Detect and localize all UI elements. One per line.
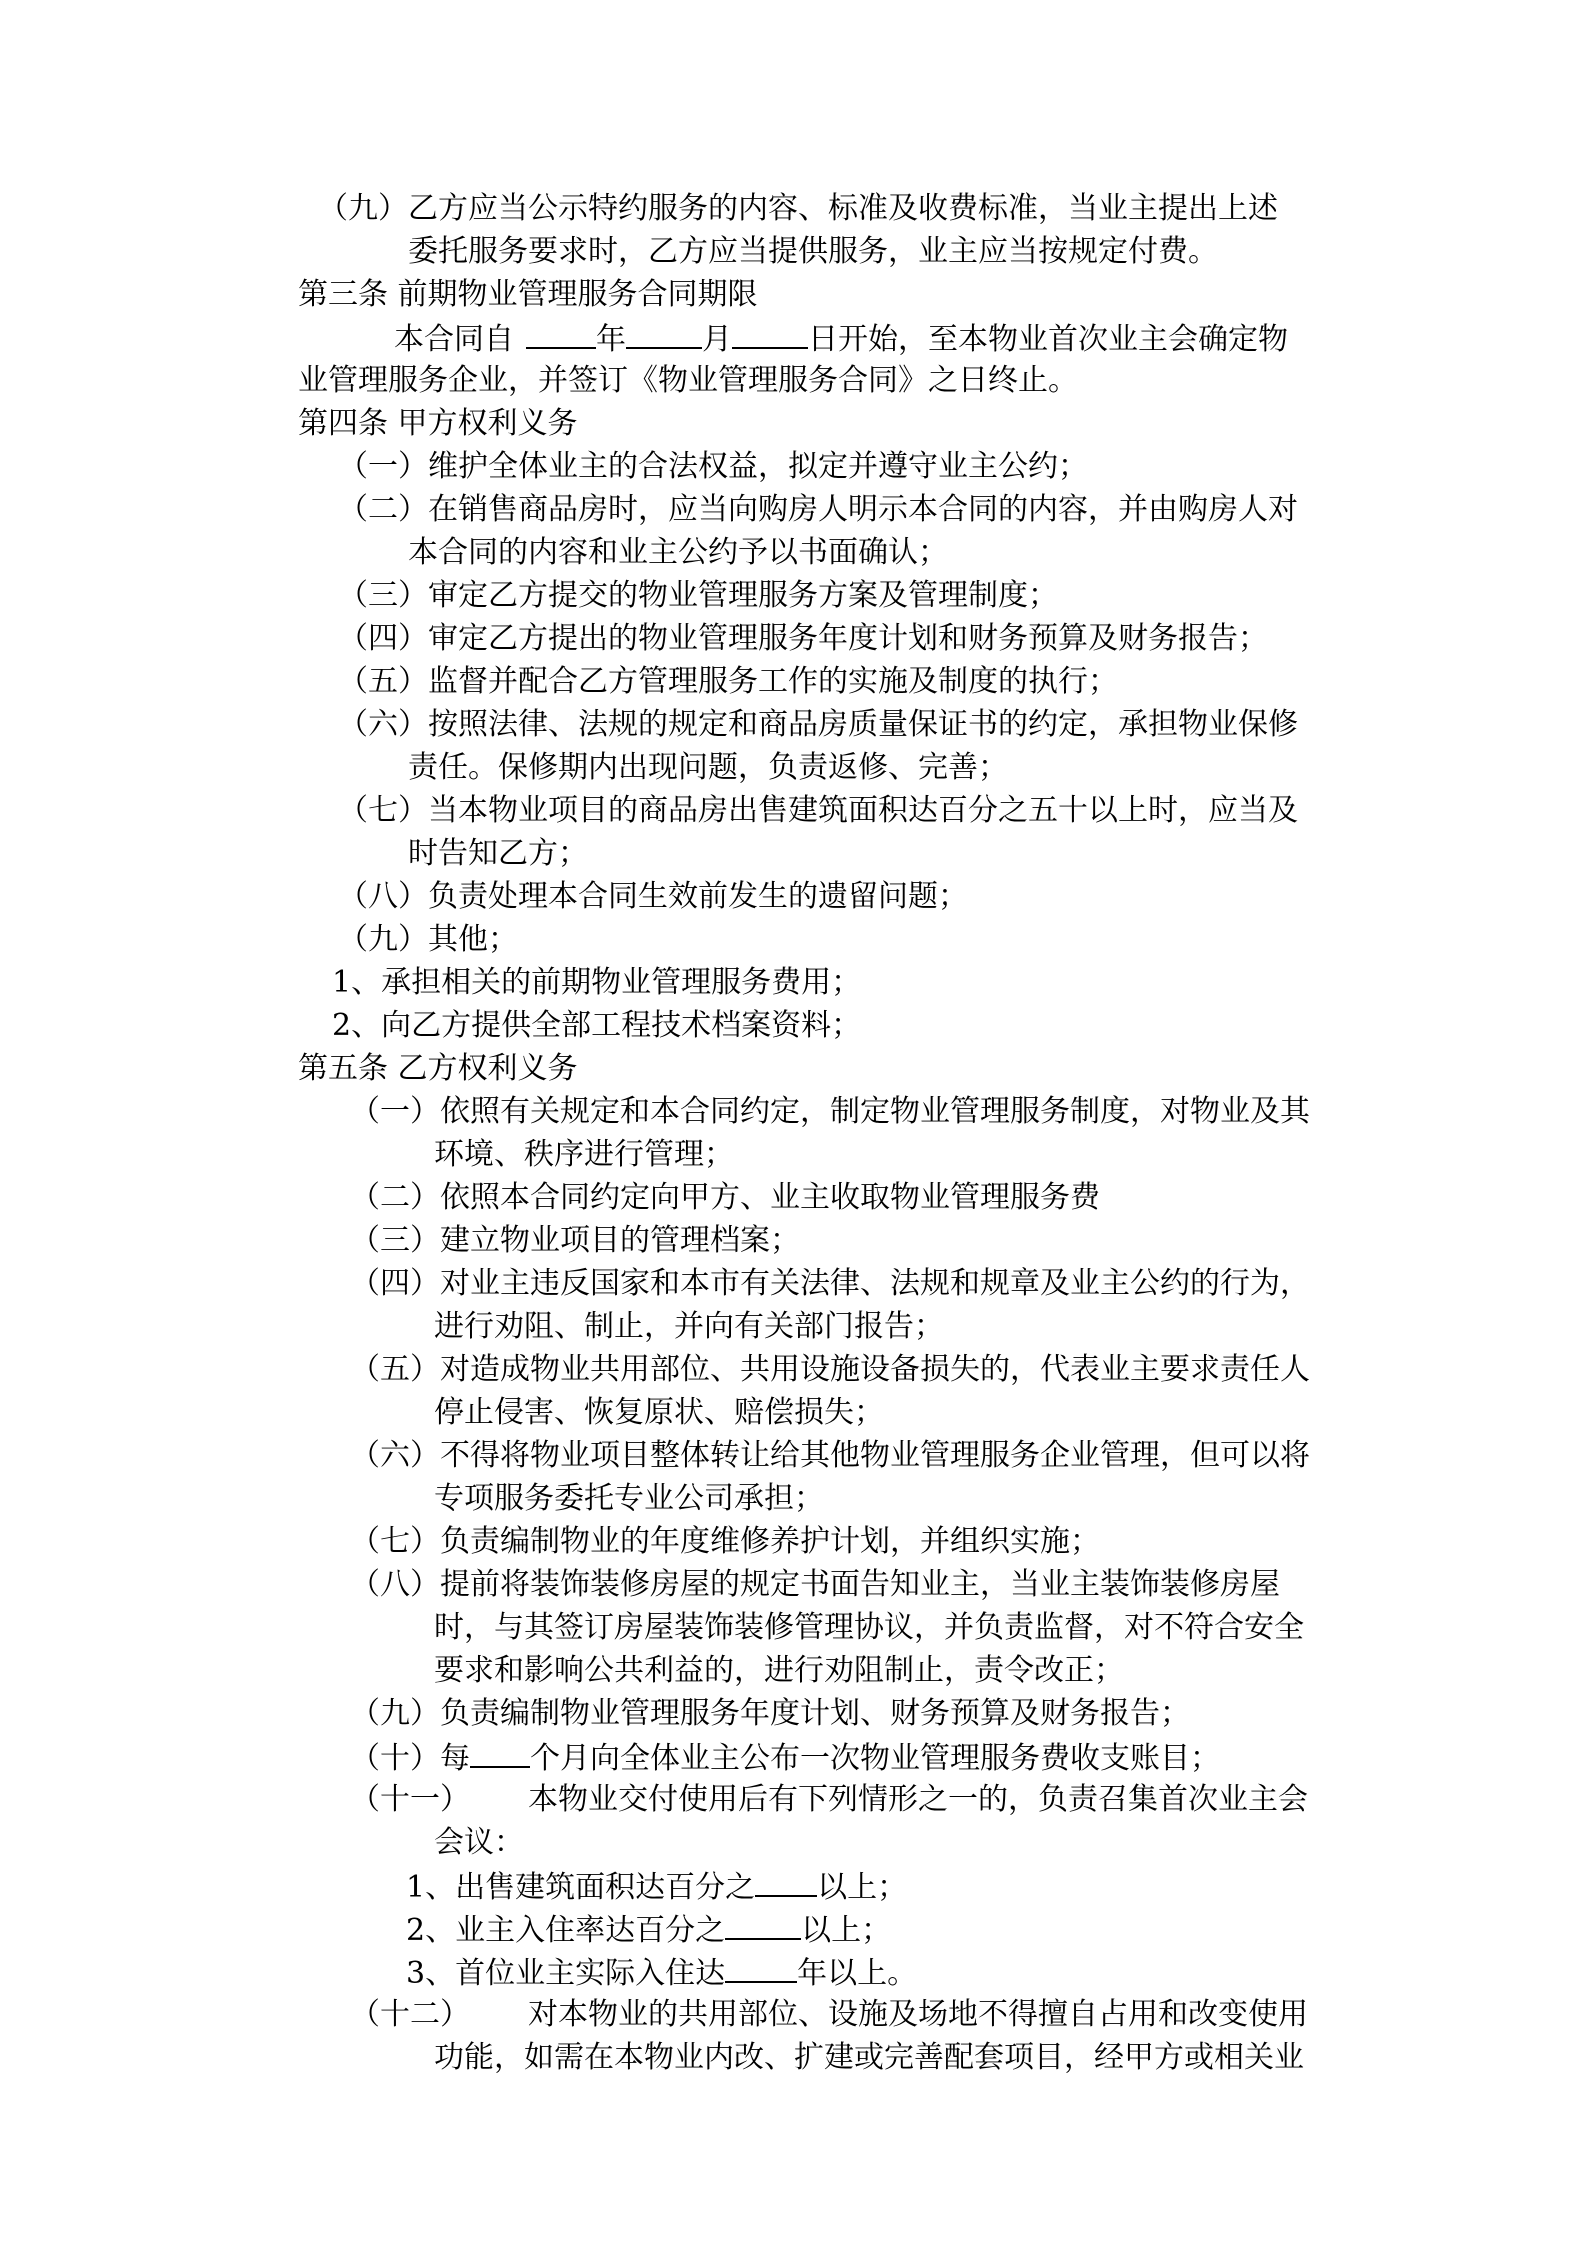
clause-line: 专项服务委托专业公司承担；	[434, 1481, 824, 1516]
text-span: 年	[596, 322, 626, 357]
blank-field	[626, 317, 702, 349]
clause-line: 时告知乙方；	[408, 836, 588, 871]
text-span: 本合同自	[394, 322, 514, 357]
clause-line: （九）乙方应当公示特约服务的内容、标准及收费标准，当业主提出上述	[318, 191, 1278, 226]
clause-line: （七）当本物业项目的商品房出售建筑面积达百分之五十以上时，应当及	[338, 793, 1298, 828]
clause-line: （三）审定乙方提交的物业管理服务方案及管理制度；	[338, 578, 1058, 613]
clause-line: 业管理服务企业，并签订《物业管理服务合同》之日终止。	[298, 363, 1078, 398]
clause-line: 环境、秩序进行管理；	[434, 1137, 734, 1172]
clause-line: （三）建立物业项目的管理档案；	[350, 1223, 800, 1258]
blank-field	[526, 317, 596, 349]
clause-line	[406, 1951, 917, 1995]
clause-line	[394, 317, 1288, 361]
text-span: 日开始，至本物业首次业主会确定物	[808, 322, 1288, 357]
clause-line: （二）依照本合同约定向甲方、业主收取物业管理服务费	[350, 1180, 1100, 1215]
text-span: （十）每	[350, 1741, 470, 1776]
article-heading: 第五条 乙方权利义务	[298, 1051, 578, 1086]
clause-line: 会议：	[434, 1825, 524, 1860]
clause-line: 功能，如需在本物业内改、扩建或完善配套项目，经甲方或相关业	[434, 2040, 1304, 2075]
text-span: （十一）	[350, 1782, 470, 1817]
clause-line: （一）维护全体业主的合法权益，拟定并遵守业主公约；	[338, 449, 1088, 484]
text-span: 对本物业的共用部位、设施及场地不得擅自占用和改变使用	[528, 1997, 1308, 2032]
blank-field	[725, 1908, 801, 1940]
clause-line: 2、向乙方提供全部工程技术档案资料；	[332, 1008, 862, 1043]
clause-line: （四）对业主违反国家和本市有关法律、法规和规章及业主公约的行为，	[350, 1266, 1310, 1301]
clause-line: （五）监督并配合乙方管理服务工作的实施及制度的执行；	[338, 664, 1118, 699]
clause-line: 停止侵害、恢复原状、赔偿损失；	[434, 1395, 884, 1430]
clause-line: （一）依照有关规定和本合同约定，制定物业管理服务制度，对物业及其	[350, 1094, 1310, 1129]
text-span: 3、首位业主实际入住达	[406, 1956, 726, 1991]
text-span: 以上；	[817, 1870, 908, 1905]
clause-line	[350, 1736, 1220, 1780]
clause-line: （九）其他；	[338, 922, 518, 957]
clause-line: （八）负责处理本合同生效前发生的遗留问题；	[338, 879, 968, 914]
clause-line: （二）在销售商品房时，应当向购房人明示本合同的内容，并由购房人对	[338, 492, 1298, 527]
clause-line: 要求和影响公共利益的，进行劝阻制止，责令改正；	[434, 1653, 1124, 1688]
clause-line: （五）对造成物业共用部位、共用设施设备损失的，代表业主要求责任人	[350, 1352, 1310, 1387]
clause-line	[406, 1908, 891, 1952]
clause-line: 责任。保修期内出现问题，负责返修、完善；	[408, 750, 1008, 785]
article-heading: 第四条 甲方权利义务	[298, 406, 578, 441]
text-span: 以上；	[801, 1913, 892, 1948]
blank-field	[725, 1951, 797, 1983]
blank-field	[470, 1736, 530, 1768]
clause-line: （八）提前将装饰装修房屋的规定书面告知业主，当业主装饰装修房屋	[350, 1567, 1280, 1602]
clause-line: 本合同的内容和业主公约予以书面确认；	[408, 535, 948, 570]
text-span: 1、出售建筑面积达百分之	[406, 1870, 756, 1905]
article-heading: 第三条 前期物业管理服务合同期限	[298, 277, 758, 312]
clause-line: （六）不得将物业项目整体转让给其他物业管理服务企业管理，但可以将	[350, 1438, 1310, 1473]
clause-line	[350, 1994, 1308, 2036]
clause-line	[350, 1779, 1308, 1821]
clause-line: 进行劝阻、制止，并向有关部门报告；	[434, 1309, 944, 1344]
clause-line: （六）按照法律、法规的规定和商品房质量保证书的约定，承担物业保修	[338, 707, 1298, 742]
text-span: （十二）	[350, 1997, 470, 2032]
clause-line: 时，与其签订房屋装饰装修管理协议，并负责监督，对不符合安全	[434, 1610, 1304, 1645]
clause-line: 1、承担相关的前期物业管理服务费用；	[332, 965, 862, 1000]
text-span: 月	[702, 322, 732, 357]
clause-line: 委托服务要求时，乙方应当提供服务，业主应当按规定付费。	[408, 234, 1218, 269]
text-span: 本物业交付使用后有下列情形之一的，负责召集首次业主会	[528, 1782, 1308, 1817]
clause-line	[406, 1865, 907, 1909]
text-span: 个月向全体业主公布一次物业管理服务费收支账目；	[530, 1741, 1220, 1776]
blank-field	[732, 317, 808, 349]
text-span: 年以上。	[797, 1956, 918, 1991]
clause-line: （九）负责编制物业管理服务年度计划、财务预算及财务报告；	[350, 1696, 1190, 1731]
clause-line: （四）审定乙方提出的物业管理服务年度计划和财务预算及财务报告；	[338, 621, 1268, 656]
text-span: 2、业主入住率达百分之	[406, 1913, 726, 1948]
blank-field	[755, 1865, 817, 1897]
clause-line: （七）负责编制物业的年度维修养护计划，并组织实施；	[350, 1524, 1100, 1559]
